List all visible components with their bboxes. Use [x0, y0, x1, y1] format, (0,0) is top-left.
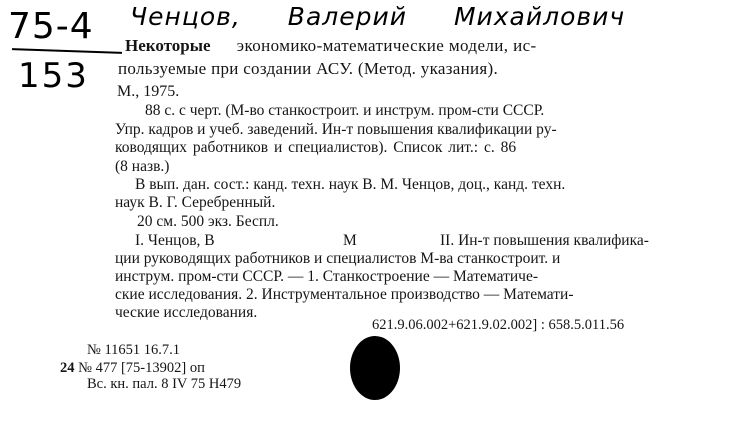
registry-line-2 [60, 360, 205, 377]
card-line-14: ские исследования. 2. Инструментальное производство — Математи- [115, 286, 574, 303]
work-title-lead: Некоторые [125, 36, 211, 55]
registry-number: № 11651 16.7.1 [87, 342, 181, 358]
card-line-8: В вып. дан. сост.: канд. техн. наук В. М. Ченцов, доц., канд. техн. [135, 176, 566, 193]
shelfmark-top: 75-4 [8, 6, 94, 47]
registry-order: № 477 [75-13902] оп [78, 360, 205, 376]
registry-chamber: Вс. кн. пал. 8 IV 75 Н479 [87, 376, 242, 392]
card-line-12: ции руководящих работников и специалистов М-ва станкостроит. и [115, 250, 561, 267]
card-line-7: (8 назв.) [115, 158, 170, 175]
card-line-11b: М [343, 232, 357, 249]
card-line-9: наук В. Г. Серебренный. [115, 194, 276, 211]
card-line-10: 20 см. 500 экз. Беспл. [137, 213, 279, 230]
udc-classification: 621.9.06.002+621.9.02.002] : 658.5.011.56 [372, 317, 625, 333]
work-title-rest: экономико-математические модели, ис- [236, 36, 537, 55]
registry-prefix: 24 [60, 360, 75, 376]
shelfmark-divider [12, 48, 122, 54]
shelfmark-bottom: 153 [18, 56, 89, 96]
card-line-4: 88 с. с черт. (М-во станкостроит. и инструм. пром-сти СССР. [145, 102, 545, 119]
handwritten-author: Ченцов, Валерий Михайлович [130, 2, 626, 31]
card-line-3: М., 1975. [117, 83, 180, 100]
card-line-2: пользуемые при создании АСУ. (Метод. указания). [118, 59, 499, 78]
card-line-13: инструм. пром-сти СССР. — 1. Станкостроение — Математиче- [115, 268, 538, 285]
card-line-5: Упр. кадров и учеб. заведений. Ин-т повышения квалификации ру- [115, 121, 557, 138]
card-punch-hole [350, 336, 400, 400]
card-line-1 [125, 37, 537, 54]
card-line-11c: II. Ин-т повышения квалифика- [440, 232, 649, 249]
card-line-15: ческие исследования. [115, 304, 258, 321]
card-line-11a: I. Ченцов, В [135, 232, 215, 249]
card-line-6: ководящих работников и специалистов). Список лит.: с. 86 [115, 139, 517, 156]
